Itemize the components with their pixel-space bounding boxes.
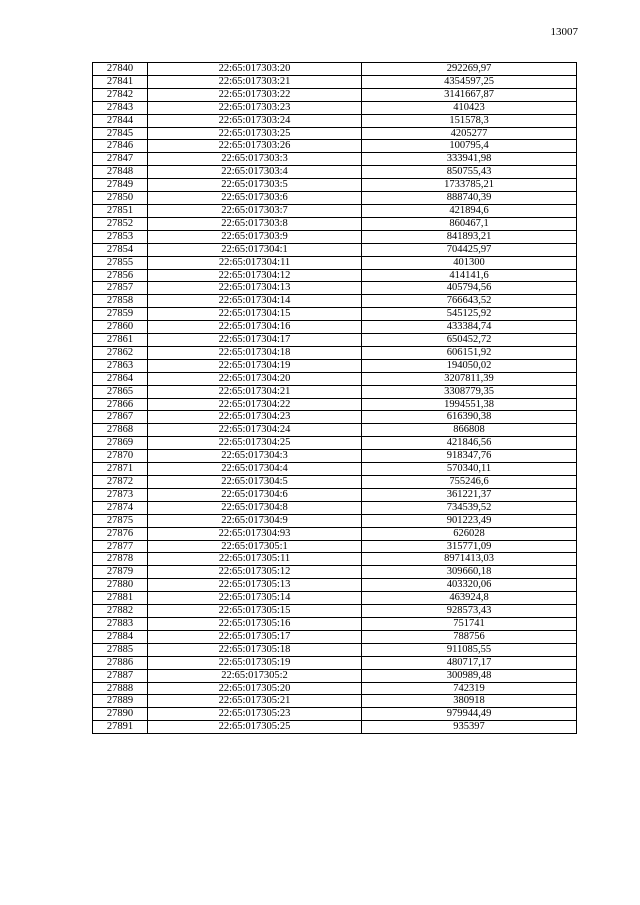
row-index-cell: 27846 [93,140,148,153]
cadastral-value-cell: 841893,21 [362,230,577,243]
row-index-cell: 27869 [93,437,148,450]
table-row [93,295,577,308]
row-index-cell: 27882 [93,605,148,618]
table-row [93,127,577,140]
cadastral-value-cell: 100795,4 [362,140,577,153]
cadastral-value-cell: 901223,49 [362,514,577,527]
cadastral-value-cell: 4354597,25 [362,75,577,88]
row-index-cell: 27867 [93,411,148,424]
cadastral-number-cell: 22:65:017303:24 [148,114,362,127]
table-row [93,346,577,359]
table-row [93,566,577,579]
cadastral-value-cell: 401300 [362,256,577,269]
cadastral-value-cell: 3141667,87 [362,88,577,101]
cadastral-value-cell: 194050,02 [362,359,577,372]
row-index-cell: 27871 [93,463,148,476]
cadastral-number-cell: 22:65:017304:12 [148,269,362,282]
row-index-cell: 27889 [93,695,148,708]
row-index-cell: 27865 [93,385,148,398]
row-index-cell: 27878 [93,553,148,566]
cadastral-number-cell: 22:65:017305:13 [148,579,362,592]
cadastral-number-cell: 22:65:017304:8 [148,501,362,514]
cadastral-value-cell: 888740,39 [362,192,577,205]
cadastral-value-cell: 410423 [362,101,577,114]
cadastral-value-cell: 911085,55 [362,643,577,656]
cadastral-value-cell: 742319 [362,682,577,695]
cadastral-value-cell: 1733785,21 [362,179,577,192]
row-index-cell: 27884 [93,630,148,643]
table-row [93,501,577,514]
cadastral-value-cell: 755246,6 [362,476,577,489]
cadastral-number-cell: 22:65:017304:5 [148,476,362,489]
page-number: 13007 [550,26,578,38]
cadastral-value-cell: 704425,97 [362,243,577,256]
table-row [93,617,577,630]
cadastral-number-cell: 22:65:017305:14 [148,592,362,605]
row-index-cell: 27879 [93,566,148,579]
cadastral-value-cell: 650452,72 [362,334,577,347]
table-row [93,411,577,424]
table-row [93,579,577,592]
cadastral-value-cell: 935397 [362,721,577,734]
cadastral-value-cell: 545125,92 [362,308,577,321]
table-row [93,153,577,166]
cadastral-number-cell: 22:65:017303:4 [148,166,362,179]
cadastral-value-cell: 3207811,39 [362,372,577,385]
row-index-cell: 27861 [93,334,148,347]
cadastral-value-cell: 766643,52 [362,295,577,308]
cadastral-number-cell: 22:65:017304:9 [148,514,362,527]
row-index-cell: 27890 [93,708,148,721]
cadastral-number-cell: 22:65:017305:25 [148,721,362,734]
cadastral-number-cell: 22:65:017304:24 [148,424,362,437]
table-row [93,488,577,501]
row-index-cell: 27886 [93,656,148,669]
cadastral-number-cell: 22:65:017305:12 [148,566,362,579]
table-row [93,721,577,734]
cadastral-value-cell: 300989,48 [362,669,577,682]
cadastral-value-cell: 1994551,38 [362,398,577,411]
table-row [93,282,577,295]
row-index-cell: 27844 [93,114,148,127]
table-row [93,204,577,217]
cadastral-value-cell: 616390,38 [362,411,577,424]
table-row [93,656,577,669]
row-index-cell: 27848 [93,166,148,179]
row-index-cell: 27870 [93,450,148,463]
table-row [93,708,577,721]
table-row [93,192,577,205]
row-index-cell: 27873 [93,488,148,501]
table-row [93,101,577,114]
cadastral-number-cell: 22:65:017305:23 [148,708,362,721]
table-row [93,243,577,256]
row-index-cell: 27866 [93,398,148,411]
cadastral-value-cell: 403320,06 [362,579,577,592]
table-row [93,450,577,463]
row-index-cell: 27858 [93,295,148,308]
cadastral-number-cell: 22:65:017303:20 [148,63,362,76]
cadastral-value-cell: 8971413,03 [362,553,577,566]
cadastral-value-cell: 380918 [362,695,577,708]
cadastral-number-cell: 22:65:017304:1 [148,243,362,256]
table-row [93,230,577,243]
row-index-cell: 27856 [93,269,148,282]
cadastral-number-cell: 22:65:017303:21 [148,75,362,88]
cadastral-number-cell: 22:65:017304:16 [148,321,362,334]
cadastral-value-cell: 626028 [362,527,577,540]
table-row [93,217,577,230]
row-index-cell: 27864 [93,372,148,385]
table-row [93,514,577,527]
cadastral-value-cell: 309660,18 [362,566,577,579]
row-index-cell: 27881 [93,592,148,605]
cadastral-value-cell: 421894,6 [362,204,577,217]
cadastral-number-cell: 22:65:017303:8 [148,217,362,230]
table-row [93,605,577,618]
table-row [93,308,577,321]
table-row [93,269,577,282]
cadastral-number-cell: 22:65:017303:6 [148,192,362,205]
cadastral-value-cell: 315771,09 [362,540,577,553]
cadastral-number-cell: 22:65:017305:2 [148,669,362,682]
cadastral-value-cell: 979944,49 [362,708,577,721]
table-row [93,166,577,179]
cadastral-value-cell: 606151,92 [362,346,577,359]
cadastral-number-cell: 22:65:017305:19 [148,656,362,669]
table-row [93,669,577,682]
cadastral-number-cell: 22:65:017305:11 [148,553,362,566]
table-row [93,75,577,88]
cadastral-value-cell: 414141,6 [362,269,577,282]
row-index-cell: 27853 [93,230,148,243]
cadastral-number-cell: 22:65:017303:3 [148,153,362,166]
cadastral-number-cell: 22:65:017303:9 [148,230,362,243]
cadastral-number-cell: 22:65:017304:11 [148,256,362,269]
cadastral-value-cell: 734539,52 [362,501,577,514]
table-row [93,334,577,347]
cadastral-value-cell: 480717,17 [362,656,577,669]
row-index-cell: 27855 [93,256,148,269]
cadastral-number-cell: 22:65:017303:22 [148,88,362,101]
row-index-cell: 27849 [93,179,148,192]
row-index-cell: 27887 [93,669,148,682]
cadastral-number-cell: 22:65:017305:15 [148,605,362,618]
table-row [93,643,577,656]
cadastral-number-cell: 22:65:017305:17 [148,630,362,643]
row-index-cell: 27847 [93,153,148,166]
table-row [93,424,577,437]
cadastral-number-cell: 22:65:017304:18 [148,346,362,359]
row-index-cell: 27842 [93,88,148,101]
cadastral-number-cell: 22:65:017304:17 [148,334,362,347]
table-row [93,398,577,411]
cadastral-number-cell: 22:65:017304:93 [148,527,362,540]
cadastral-number-cell: 22:65:017304:21 [148,385,362,398]
table-row [93,385,577,398]
row-index-cell: 27891 [93,721,148,734]
table-row [93,682,577,695]
cadastral-number-cell: 22:65:017303:25 [148,127,362,140]
cadastral-value-cell: 292269,97 [362,63,577,76]
cadastral-number-cell: 22:65:017304:14 [148,295,362,308]
row-index-cell: 27857 [93,282,148,295]
row-index-cell: 27845 [93,127,148,140]
cadastral-value-cell: 361221,37 [362,488,577,501]
row-index-cell: 27840 [93,63,148,76]
table-row [93,463,577,476]
row-index-cell: 27850 [93,192,148,205]
cadastral-value-table [92,62,577,734]
cadastral-value-cell: 4205277 [362,127,577,140]
row-index-cell: 27877 [93,540,148,553]
row-index-cell: 27852 [93,217,148,230]
row-index-cell: 27875 [93,514,148,527]
cadastral-number-cell: 22:65:017304:15 [148,308,362,321]
table-body [93,63,577,734]
cadastral-number-cell: 22:65:017304:3 [148,450,362,463]
cadastral-number-cell: 22:65:017304:19 [148,359,362,372]
row-index-cell: 27860 [93,321,148,334]
table-row [93,179,577,192]
cadastral-number-cell: 22:65:017304:23 [148,411,362,424]
cadastral-number-cell: 22:65:017304:25 [148,437,362,450]
table-row [93,630,577,643]
cadastral-value-cell: 928573,43 [362,605,577,618]
row-index-cell: 27872 [93,476,148,489]
table-row [93,88,577,101]
cadastral-number-cell: 22:65:017303:26 [148,140,362,153]
row-index-cell: 27868 [93,424,148,437]
row-index-cell: 27863 [93,359,148,372]
cadastral-number-cell: 22:65:017304:4 [148,463,362,476]
cadastral-value-cell: 570340,11 [362,463,577,476]
row-index-cell: 27885 [93,643,148,656]
row-index-cell: 27862 [93,346,148,359]
table-row [93,140,577,153]
cadastral-value-cell: 918347,76 [362,450,577,463]
table-row [93,527,577,540]
row-index-cell: 27841 [93,75,148,88]
table-row [93,372,577,385]
row-index-cell: 27859 [93,308,148,321]
cadastral-value-cell: 151578,3 [362,114,577,127]
cadastral-number-cell: 22:65:017304:6 [148,488,362,501]
table-row [93,592,577,605]
table-row [93,540,577,553]
cadastral-value-cell: 866808 [362,424,577,437]
cadastral-value-cell: 333941,98 [362,153,577,166]
table-row [93,553,577,566]
cadastral-number-cell: 22:65:017304:22 [148,398,362,411]
cadastral-value-cell: 850755,43 [362,166,577,179]
cadastral-value-cell: 421846,56 [362,437,577,450]
table-row [93,321,577,334]
cadastral-number-cell: 22:65:017305:21 [148,695,362,708]
table-row [93,476,577,489]
cadastral-number-cell: 22:65:017305:16 [148,617,362,630]
cadastral-number-cell: 22:65:017305:18 [148,643,362,656]
table-row [93,256,577,269]
table-row [93,114,577,127]
row-index-cell: 27880 [93,579,148,592]
table-row [93,695,577,708]
cadastral-number-cell: 22:65:017305:20 [148,682,362,695]
row-index-cell: 27888 [93,682,148,695]
cadastral-number-cell: 22:65:017305:1 [148,540,362,553]
table-row [93,359,577,372]
cadastral-value-cell: 3308779,35 [362,385,577,398]
cadastral-value-cell: 860467,1 [362,217,577,230]
row-index-cell: 27843 [93,101,148,114]
cadastral-number-cell: 22:65:017304:13 [148,282,362,295]
cadastral-value-cell: 463924,8 [362,592,577,605]
row-index-cell: 27851 [93,204,148,217]
cadastral-value-cell: 433384,74 [362,321,577,334]
row-index-cell: 27883 [93,617,148,630]
cadastral-value-cell: 751741 [362,617,577,630]
row-index-cell: 27876 [93,527,148,540]
row-index-cell: 27874 [93,501,148,514]
cadastral-value-cell: 788756 [362,630,577,643]
cadastral-number-cell: 22:65:017303:5 [148,179,362,192]
row-index-cell: 27854 [93,243,148,256]
cadastral-number-cell: 22:65:017304:20 [148,372,362,385]
table-row [93,63,577,76]
cadastral-number-cell: 22:65:017303:7 [148,204,362,217]
cadastral-number-cell: 22:65:017303:23 [148,101,362,114]
cadastral-value-cell: 405794,56 [362,282,577,295]
table-row [93,437,577,450]
